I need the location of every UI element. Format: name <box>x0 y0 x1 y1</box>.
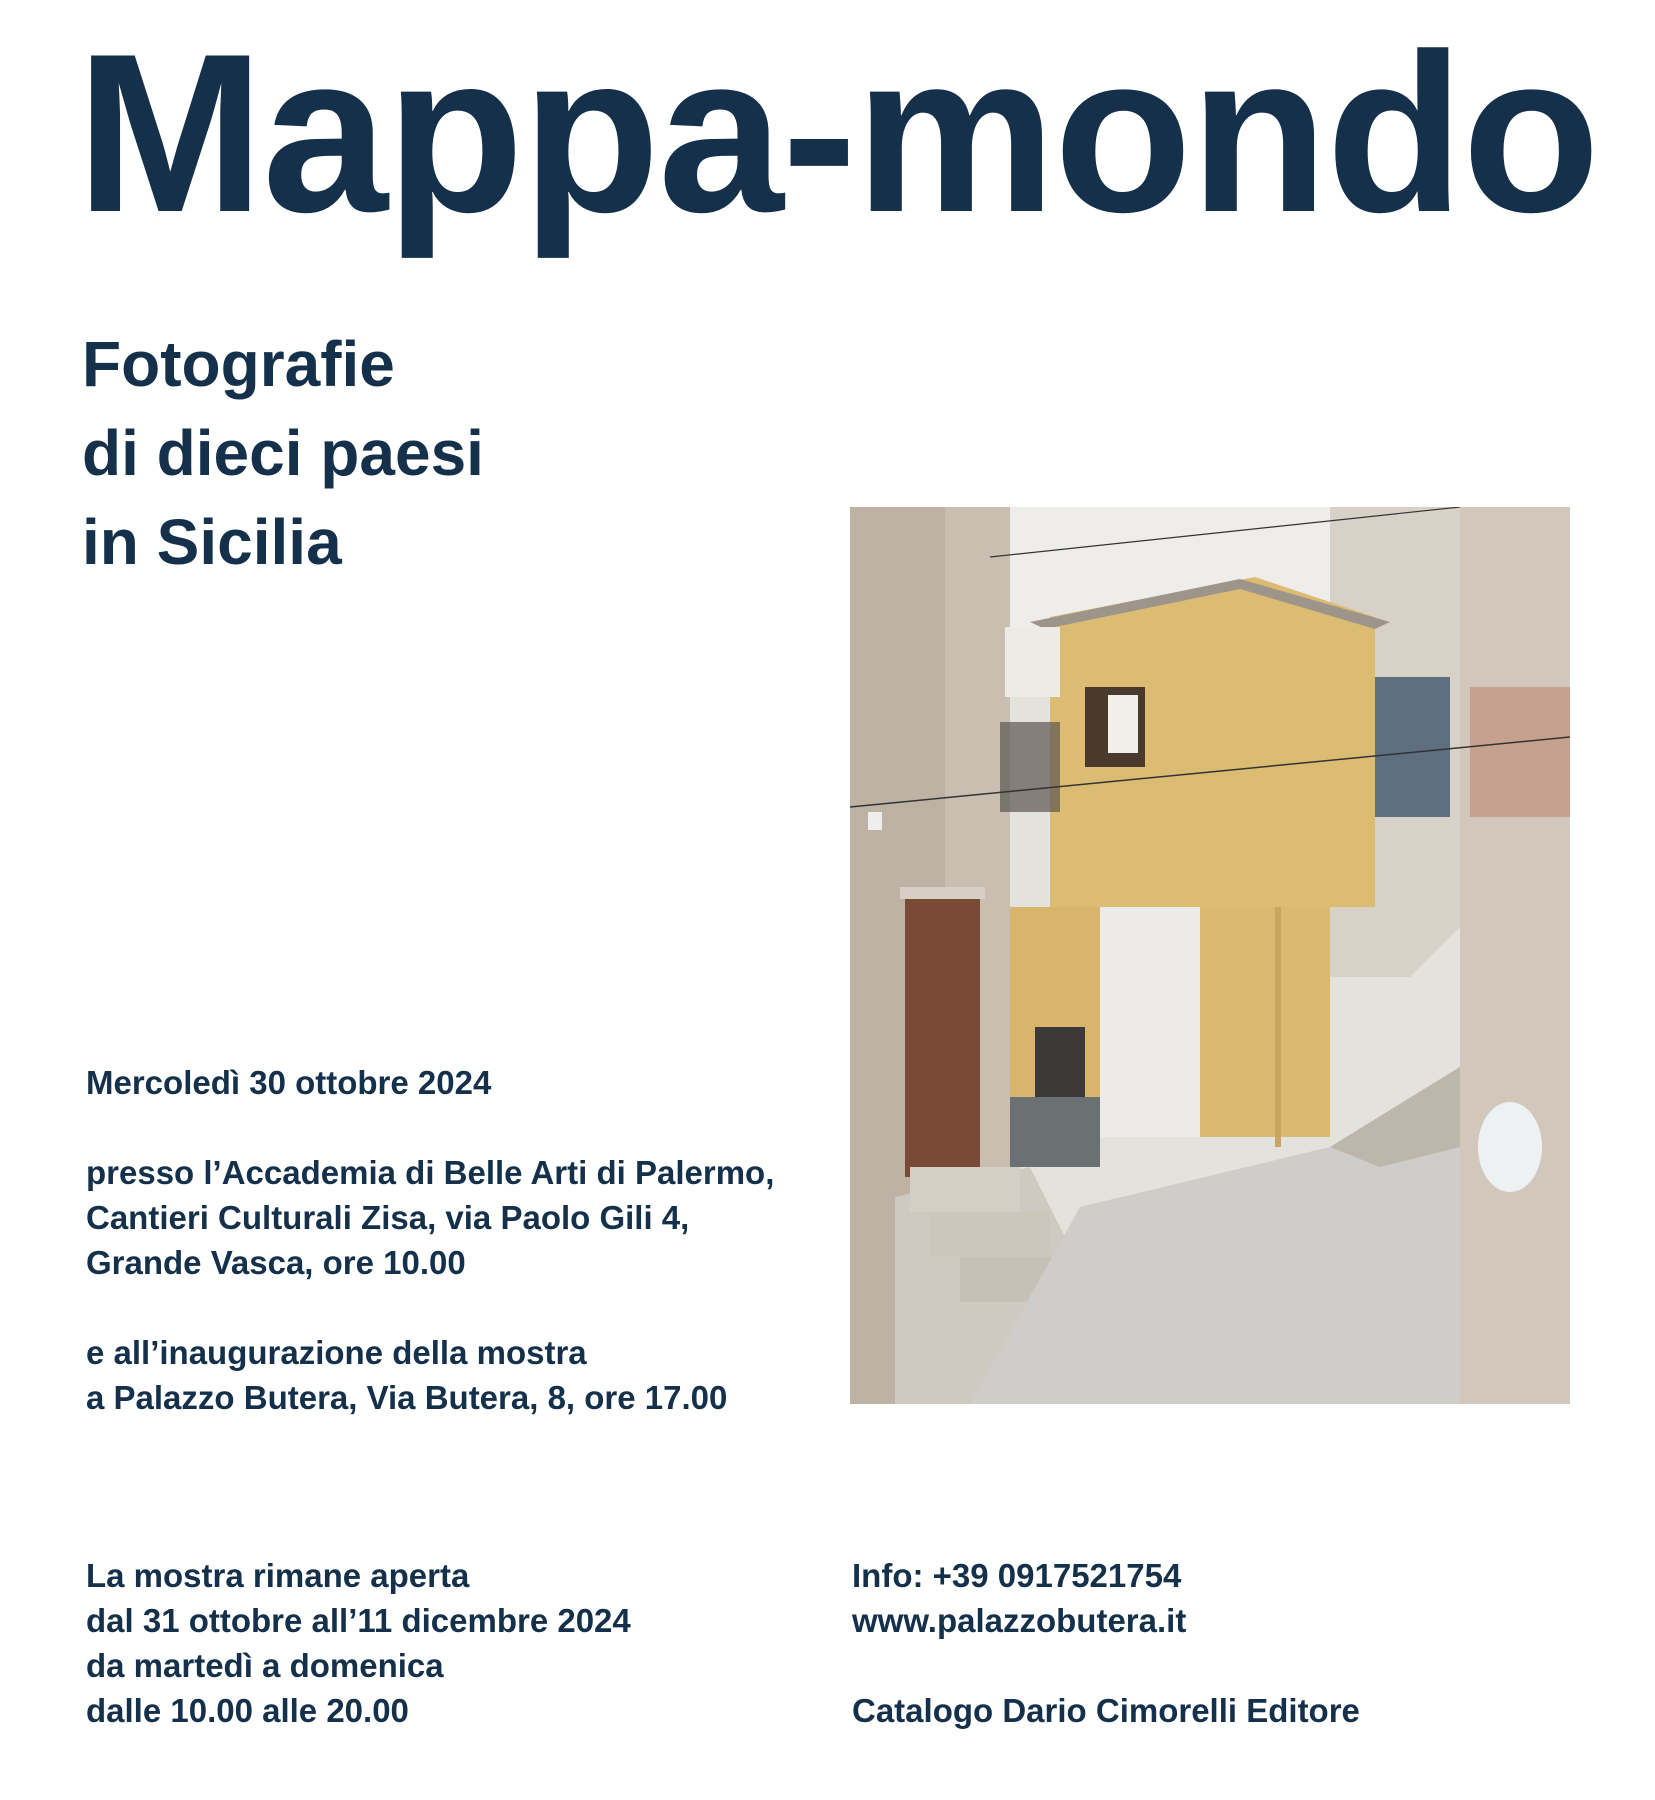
poster-title: Mappa-mondo <box>76 6 1599 259</box>
venue-line: presso l’Accademia di Belle Arti di Palermo, <box>86 1154 775 1191</box>
opening-line: a Palazzo Butera, Via Butera, 8, ore 17.00 <box>86 1379 728 1416</box>
subtitle-line: di dieci paesi <box>82 417 484 489</box>
schedule-line: dal 31 ottobre all’11 dicembre 2024 <box>86 1602 631 1639</box>
schedule-line: La mostra rimane aperta <box>86 1557 470 1594</box>
schedule-line: da martedì a domenica <box>86 1647 444 1684</box>
catalog-publisher: Catalogo Dario Cimorelli Editore <box>852 1692 1360 1729</box>
info-block <box>852 1553 1360 1733</box>
schedule-line: dalle 10.00 alle 20.00 <box>86 1692 409 1729</box>
opening-line: e all’inaugurazione della mostra <box>86 1334 587 1371</box>
poster-subtitle <box>82 320 484 587</box>
event-details <box>86 1060 774 1420</box>
venue-line: Cantieri Culturali Zisa, via Paolo Gili 4, <box>86 1199 690 1236</box>
street-photo-illustration <box>850 507 1570 1404</box>
info-phone: Info: +39 0917521754 <box>852 1557 1182 1594</box>
subtitle-line: in Sicilia <box>82 506 342 578</box>
event-date: Mercoledì 30 ottobre 2024 <box>86 1064 492 1101</box>
street-photograph <box>850 507 1570 1404</box>
subtitle-line: Fotografie <box>82 328 395 400</box>
venue-line: Grande Vasca, ore 10.00 <box>86 1244 466 1281</box>
exhibition-schedule <box>86 1553 631 1733</box>
info-website: www.palazzobutera.it <box>852 1602 1187 1639</box>
